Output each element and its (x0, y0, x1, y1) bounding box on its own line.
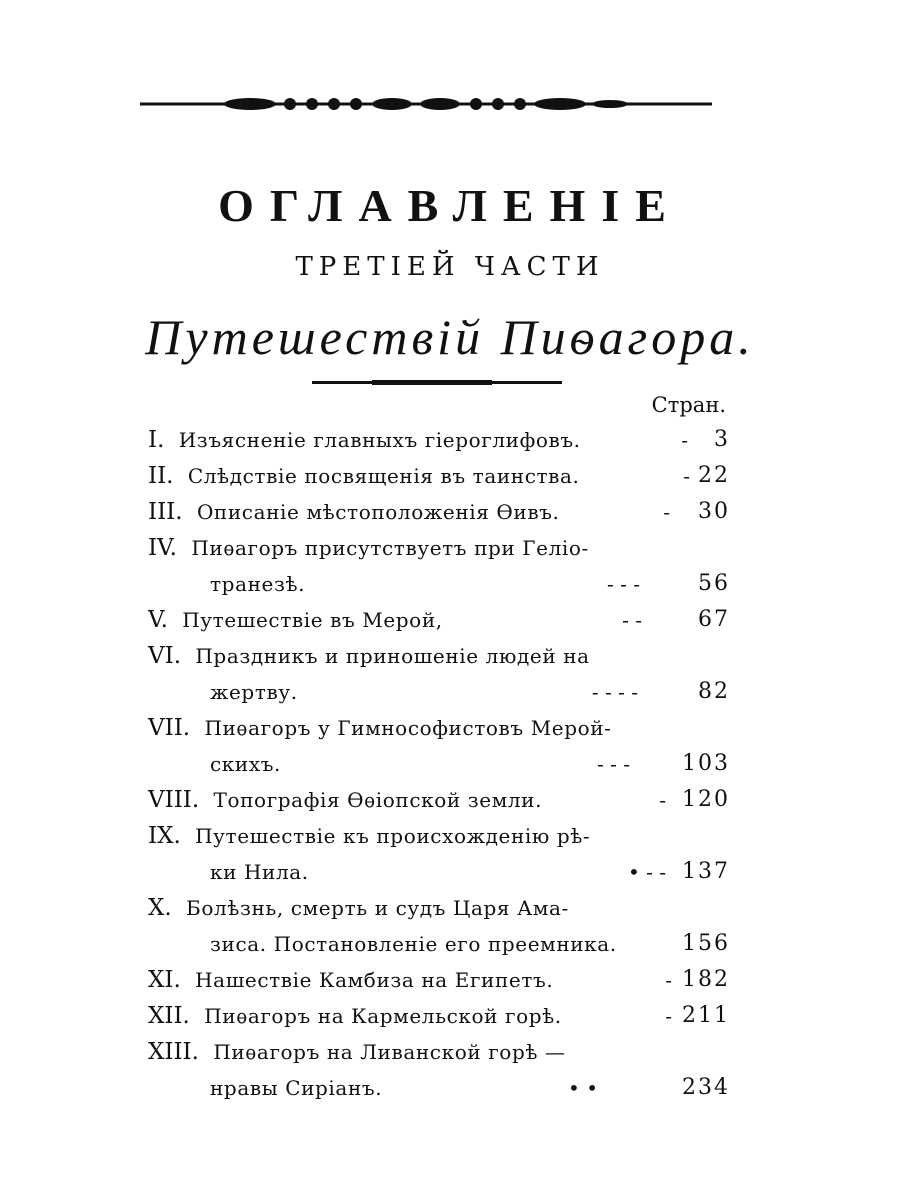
leader-dots: - (681, 428, 688, 452)
chapter-number: IX. (148, 823, 181, 849)
chapter-number: XII. (148, 1003, 190, 1029)
leader-dots: • - - (627, 860, 666, 884)
page-number: 156 (682, 931, 730, 956)
page-number: 211 (682, 1003, 730, 1028)
chapter-title: Пиѳагоръ на Ливанской горѣ — (213, 1040, 566, 1064)
toc-entry (148, 494, 748, 530)
toc-entry (148, 1034, 748, 1070)
leader-dots: - - - (597, 752, 630, 776)
chapter-title: Болѣзнь, смерть и судъ Царя Ама- (186, 896, 569, 920)
chapter-title: Слѣдствіе посвященія въ таинства. (187, 464, 580, 488)
chapter-title-continued: ки Нила. (210, 860, 309, 884)
chapter-title: Изъясненіе главныхъ гіероглифовъ. (178, 428, 581, 452)
chapter-title-continued: зиса. Постановленіе его преемника. (210, 932, 617, 956)
chapter-title: Пиѳагоръ у Гимнософистовъ Мерой- (204, 716, 612, 740)
ornament-border (140, 94, 712, 114)
leader-dots: - (663, 500, 670, 524)
leader-dots: - (683, 464, 690, 488)
chapter-number: I. (148, 427, 165, 453)
page-number: 120 (682, 787, 730, 812)
leader-dots: - (659, 788, 666, 812)
chapter-title: Праздникъ и приношеніе людей на (195, 644, 590, 668)
chapter-title: Путешествіе къ происхожденію рѣ- (195, 824, 591, 848)
toc-entry (148, 818, 748, 854)
toc-entry (148, 782, 748, 818)
page-number: 182 (682, 967, 730, 992)
chapter-title: Пиѳагоръ присутствуетъ при Геліо- (191, 536, 589, 560)
leader-dots: - - - (607, 572, 640, 596)
page-number: 103 (682, 751, 730, 776)
chapter-number: IV. (148, 535, 177, 561)
page-number: 3 (714, 427, 730, 452)
leader-dots: - (665, 1004, 672, 1028)
leader-dots: • • (568, 1076, 598, 1100)
toc-entry (148, 638, 748, 674)
toc-entry (148, 422, 748, 458)
leader-dots: - - - - (591, 680, 638, 704)
chapter-number: XIII. (148, 1039, 199, 1065)
toc-entry-continuation (148, 566, 748, 602)
leader-dots: - - (622, 608, 642, 632)
toc-entry-continuation (148, 926, 748, 962)
toc-entry-continuation (148, 1070, 748, 1106)
toc-entry (148, 962, 748, 998)
toc-entry (148, 890, 748, 926)
toc-entry (148, 530, 748, 566)
chapter-number: VI. (148, 643, 182, 669)
page-number: 67 (698, 607, 730, 632)
page-title: ОГЛАВЛЕНІЕ (218, 180, 682, 231)
chapter-number: X. (148, 895, 172, 921)
toc-entry-continuation (148, 854, 748, 890)
chapter-number: III. (148, 499, 183, 525)
book-title: Путешествій Пиѳагора. (145, 309, 755, 365)
page-number: 137 (682, 859, 730, 884)
chapter-title: Путешествіе въ Мерой, (182, 608, 443, 632)
chapter-title: Пиѳагоръ на Кармельской горѣ. (204, 1004, 562, 1028)
divider-rule (312, 380, 562, 386)
chapter-number: V. (148, 607, 168, 633)
table-of-contents (148, 422, 748, 1106)
toc-entry (148, 602, 748, 638)
chapter-number: VII. (148, 715, 191, 741)
page-number: 22 (698, 463, 730, 488)
page-subtitle: ТРЕТІЕЙ ЧАСТИ (295, 252, 605, 282)
toc-entry (148, 998, 748, 1034)
chapter-number: II. (148, 463, 174, 489)
page-number: 234 (682, 1075, 730, 1100)
leader-dots: - (665, 968, 672, 992)
chapter-title-continued: скихъ. (210, 752, 281, 776)
toc-entry (148, 458, 748, 494)
chapter-title-continued: транезѣ. (210, 572, 306, 596)
chapter-title: Описаніе мѣстоположенія Ѳивъ. (196, 500, 560, 524)
chapter-number: VIII. (148, 787, 200, 813)
toc-entry (148, 710, 748, 746)
chapter-title-continued: жертву. (210, 680, 298, 704)
page-number: 82 (698, 679, 730, 704)
page-number: 56 (698, 571, 730, 596)
toc-entry-continuation (148, 674, 748, 710)
chapter-title: Топографія Ѳѳіопской земли. (213, 788, 543, 812)
page-number: 30 (698, 499, 730, 524)
toc-entry-continuation (148, 746, 748, 782)
chapter-title: Нашествіе Камбиза на Египетъ. (195, 968, 554, 992)
chapter-title-continued: нравы Сиріанъ. (210, 1076, 383, 1100)
pages-column-label: Стран. (651, 393, 726, 417)
chapter-number: XI. (148, 967, 181, 993)
